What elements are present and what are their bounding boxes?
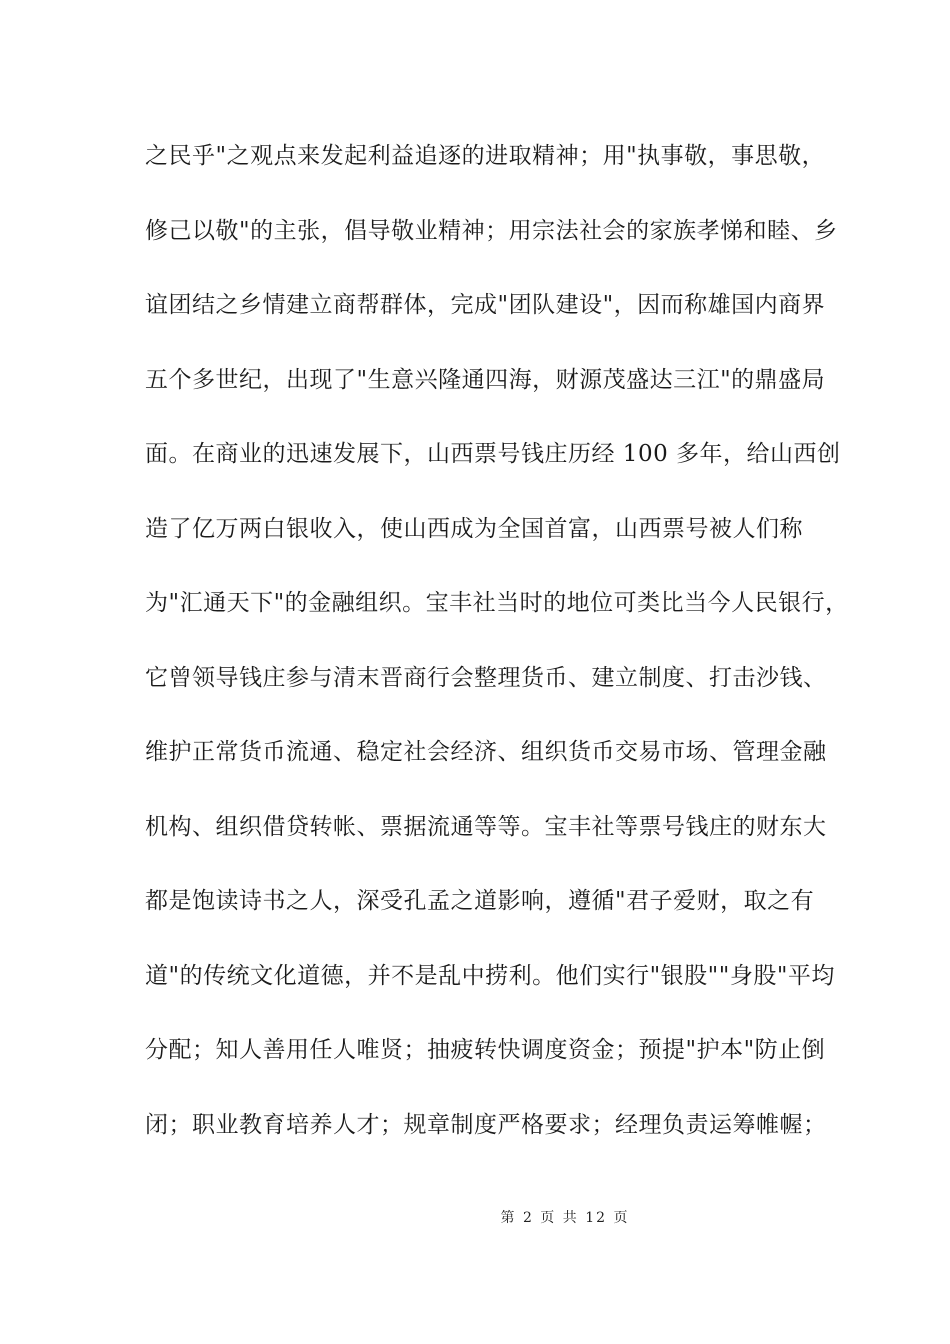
page-footer: [0, 1207, 950, 1227]
text-line: 道"的传统文化道德，并不是乱中捞利。他们实行"银股""身股"平均: [145, 962, 835, 989]
text-line: 面。在商业的迅速发展下，山西票号钱庄历经 100 多年，给山西创: [145, 441, 841, 467]
body-text: [145, 136, 849, 1179]
text-line: 修己以敬"的主张，倡导敬业精神；用宗法社会的家族孝悌和睦、乡: [145, 217, 838, 244]
text-line: 分配；知人善用任人唯贤；抽疲转快调度资金；预提"护本"防止倒: [145, 1037, 826, 1063]
text-line: 维护正常货币流通、稳定社会经济、组织货币交易市场、管理金融: [145, 739, 827, 765]
text-line: 机构、组织借贷转帐、票据流通等等。宝丰社等票号钱庄的财东大: [145, 813, 827, 840]
text-line: 它曾领导钱庄参与清末晋商行会整理货币、建立制度、打击沙钱、: [145, 664, 827, 691]
text-line: 五个多世纪，出现了"生意兴隆通四海，财源茂盛达三江"的鼎盛局: [145, 366, 826, 393]
text-line: 谊团结之乡情建立商帮群体，完成"团队建设"，因而称雄国内商界: [145, 292, 826, 318]
text-line: 之民乎"之观点来发起利益追逐的进取精神；用"执事敬，事思敬，: [145, 143, 826, 169]
text-line: 都是饱读诗书之人，深受孔孟之道影响，遵循"君子爱财，取之有: [145, 888, 815, 914]
text-line: 闭；职业教育培养人才；规章制度严格要求；经理负责运筹帷幄；: [145, 1111, 827, 1138]
page-number: 第 2 页 共 12 页: [500, 1210, 630, 1226]
text-line: 为"汇通天下"的金融组织。宝丰社当时的地位可类比当今人民银行，: [145, 590, 849, 616]
text-line: 造了亿万两白银收入，使山西成为全国首富，山西票号被人们称: [145, 515, 803, 542]
